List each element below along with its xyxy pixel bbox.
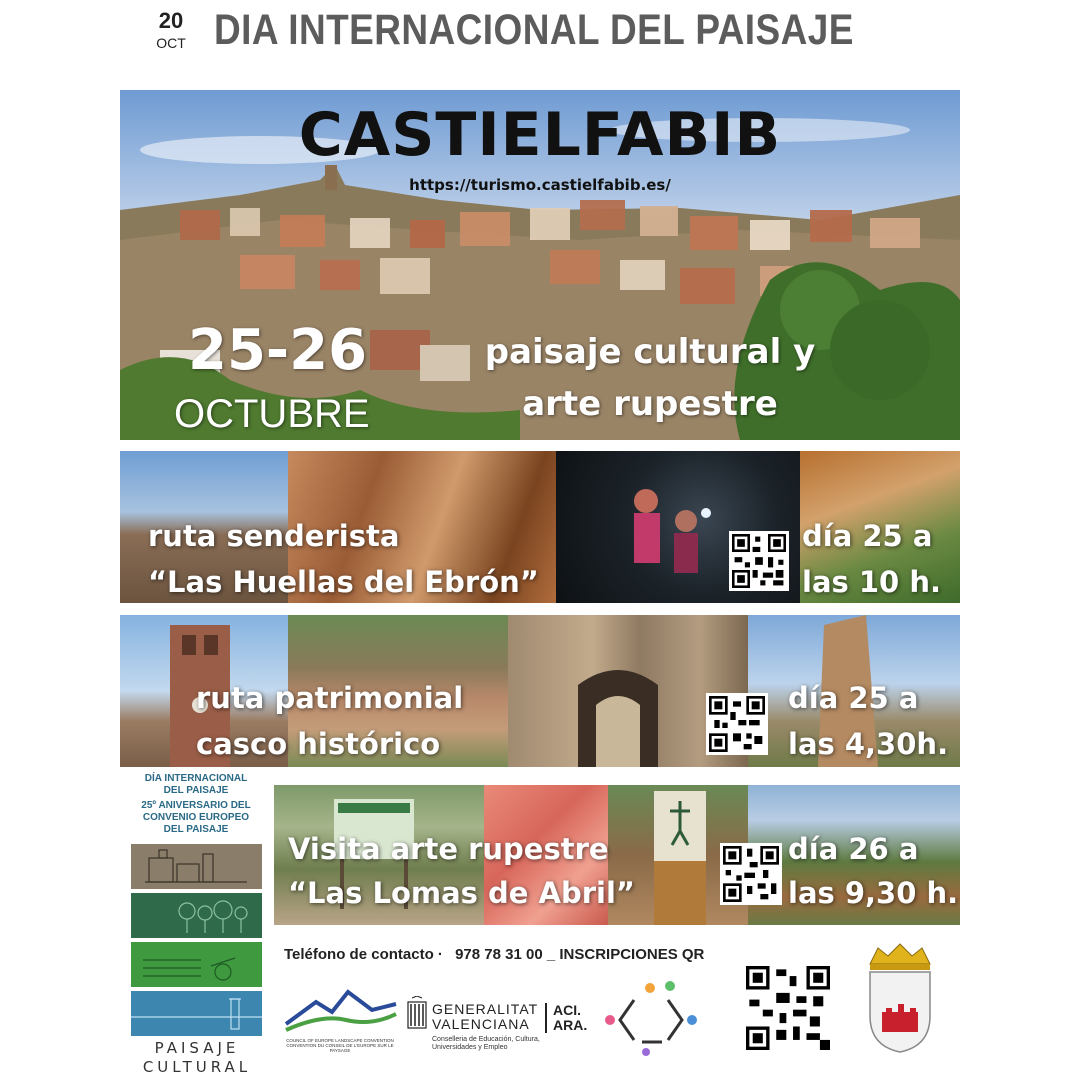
activity-heritage-time-line1: día 25 a [788,681,919,715]
qr-code-icon[interactable] [706,693,768,755]
aci-ara-logo [545,1003,587,1033]
qr-heritage-code [709,696,765,752]
activity-hiking-title [148,513,539,603]
activity-rock-art-time-line2: las 9,30 h. [788,876,959,910]
qr-registration-code [746,966,830,1050]
hero-theme-line2: arte rupestre [522,384,778,424]
activity-hiking-title-line1: ruta senderista [148,519,400,553]
activity-rock-art-time [788,827,958,915]
sidebar-label-line2: CULTURAL [142,1058,252,1076]
activity-hiking-time-line2: las 10 h. [802,565,941,599]
activity-hiking-time [802,513,941,603]
council-of-europe-text: COUNCIL OF EUROPE LANDSCAPE CONVENTION CONVENTION DU CONSEIL DE L'EUROPE SUR LE PAYSAGE [286,1038,394,1053]
landscape-block-coast [131,991,262,1036]
date-badge [150,10,192,50]
hero-town-title: CASTIELFABIB [298,100,782,170]
generalitat-name [432,1002,538,1032]
qr-code-icon[interactable] [746,966,830,1050]
aci-ara-line1: ACI. [553,1002,581,1018]
aci-ara-line2: ARA. [553,1017,588,1033]
sidebar-heading [130,773,262,836]
qr-code-icon[interactable] [720,843,782,905]
sidebar-heading-line: DEL PAISAJE [163,824,229,835]
conselleria-text: Conselleria de Educación, Cultura, Universidades y Empleo [432,1036,540,1051]
activity-heritage-title [196,675,463,767]
contact-label: Teléfono de contacto · [284,946,443,963]
hero-month: OCTUBRE [174,392,370,436]
village-line-icon [131,844,262,889]
sidebar-heading-line: CONVENIO EUROPEO [142,812,250,823]
activity-rock-art-title [288,827,635,915]
farm-line-icon [131,942,262,987]
activity-heritage-time-line2: las 4,30h. [788,727,949,761]
activity-heritage-title-line1: ruta patrimonial [196,681,464,715]
activity-heritage-band [120,615,960,767]
page-title: DIA INTERNACIONAL DEL PAISAJE [214,6,854,54]
activity-hiking-time-line1: día 25 a [802,519,933,553]
qr-rock-art-code [723,846,779,902]
activity-hiking-title-line2: “Las Huellas del Ebrón” [148,565,539,599]
coat-of-arms-icon [864,942,936,1054]
hero-theme [460,326,840,430]
activity-heritage-title-line2: casco histórico [196,727,441,761]
contact-phone[interactable]: 978 78 31 00 [455,946,543,963]
qr-code-icon[interactable] [729,531,789,591]
trees-line-icon [131,893,262,938]
sidebar-heading-line: DEL PAISAJE [163,785,229,796]
activity-rock-art-title-line2: “Las Lomas de Abril” [288,876,635,910]
hero-banner [120,90,960,440]
dotted-hexagon-logo-icon [598,978,704,1058]
date-month: OCT [156,35,186,51]
activity-hiking-band [120,451,960,603]
activity-rock-art-title-line1: Visita arte rupestre [288,832,609,866]
landscape-block-farmland [131,942,262,987]
sidebar-heading-line: DÍA INTERNACIONAL [144,773,248,784]
sidebar-heading-line: 25º ANIVERSARIO DEL [141,800,251,811]
generalitat-emblem-icon [406,996,428,1036]
activity-rock-art-band [274,785,960,925]
sidebar-label-line1: PAISAJE [154,1039,240,1057]
qr-hiking-code [732,534,786,588]
landscape-block-forest [131,893,262,938]
hero-dates: 25-26 [188,318,368,383]
date-day: 20 [158,8,184,33]
generalitat-name-line1: GENERALITAT [432,1001,539,1017]
activity-heritage-time [788,675,948,767]
landscape-block-heritage [131,844,262,889]
hero-theme-line1: paisaje cultural y [484,332,816,372]
activity-rock-art-time-line1: día 26 a [788,832,919,866]
generalitat-name-line2: VALENCIANA [432,1016,530,1032]
lighthouse-line-icon [131,991,262,1036]
council-of-europe-logo [282,984,400,1036]
hero-url[interactable]: https://turismo.castielfabib.es/ [409,176,671,194]
contact-line [284,946,704,963]
registration-label: _ INSCRIPCIONES QR [546,946,705,963]
